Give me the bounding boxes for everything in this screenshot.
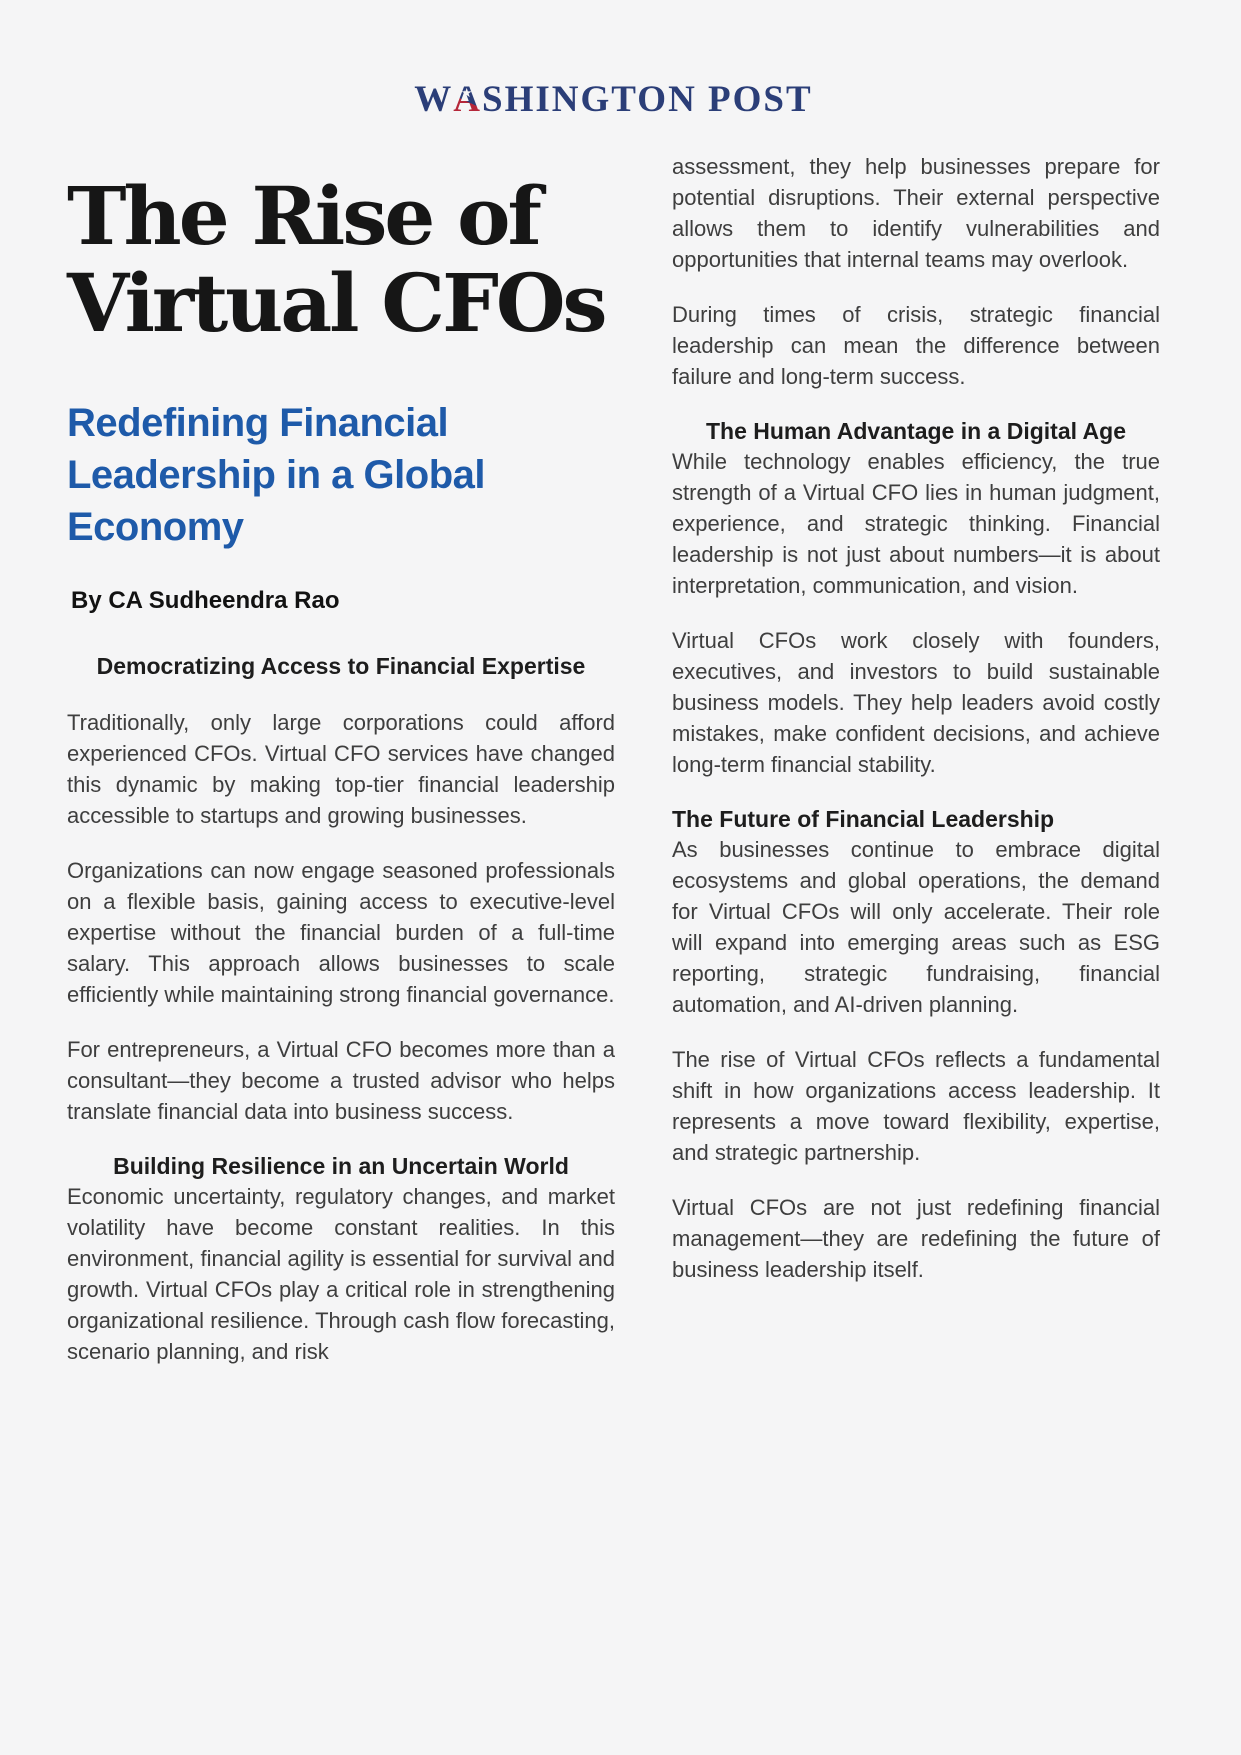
article-paragraph: Organizations can now engage seasoned professionals on a flexible basis, gaining access to executive-level expertise without the financial burden of a full-time salary. This approach allows businesses to scale efficiently while maintaining strong financial governance.: [67, 858, 615, 1007]
star-icon: ★: [461, 87, 474, 100]
article-paragraph: Traditionally, only large corporations could afford experienced CFOs. Virtual CFO services have changed this dynamic by making top-tier financial leadership accessible to startups and growing businesses.: [67, 710, 615, 828]
article-paragraph: For entrepreneurs, a Virtual CFO becomes more than a consultant—they become a trusted advisor who helps translate financial data into business success.: [67, 1037, 615, 1124]
article-title: [67, 169, 615, 350]
section-heading: The Future of Financial Leadership: [672, 806, 1055, 832]
left-column-blocks: [67, 651, 615, 1367]
section-heading: The Human Advantage in a Digital Age: [705, 418, 1127, 444]
article-paragraph: Economic uncertainty, regulatory changes, and market volatility have become constant realities. In this environment, financial agility is essential for survival and growth. Virtual CFOs play a critical role in strengthening organizational resilience. Through cash flow forecasting, scenario planning, and risk: [67, 1184, 615, 1364]
masthead-logo: [414, 79, 812, 120]
article-paragraph: As businesses continue to embrace digital ecosystems and global operations, the demand for Virtual CFOs will only accelerate. Their role will expand into emerging areas such as ESG reporting, strategic fundraising, financial automation, and AI-driven planning.: [672, 837, 1160, 1017]
section-heading: Democratizing Access to Financial Expertise: [96, 653, 586, 679]
right-column-blocks: [672, 151, 1160, 1285]
masthead: [0, 0, 1241, 121]
article: [0, 121, 1241, 1391]
article-title-line2: Virtual CFOs: [67, 256, 605, 350]
article-paragraph: assessment, they help businesses prepare for potential disruptions. Their external perspective allows them to identify vulnerabilities and opportunities that internal teams may overlook.: [672, 154, 1160, 272]
article-paragraph: During times of crisis, strategic financial leadership can mean the difference between failure and long-term success.: [672, 302, 1160, 389]
byline: By CA Sudheendra Rao: [71, 587, 340, 614]
right-column: [672, 151, 1160, 1391]
article-title-line1: The Rise of: [67, 169, 539, 263]
logo-text-end: SHINGTON POST: [482, 79, 813, 120]
section-heading: Building Resilience in an Uncertain World: [113, 1153, 569, 1179]
article-paragraph: Virtual CFOs are not just redefining financial management—they are redefining the future of business leadership itself.: [672, 1195, 1160, 1282]
article-paragraph: While technology enables efficiency, the true strength of a Virtual CFO lies in human judgment, experience, and strategic thinking. Financial leadership is not just about numbers—it is about interpretation, communication, and vision.: [672, 449, 1160, 598]
article-subtitle: Redefining Financial Leadership in a Global Economy: [67, 401, 485, 549]
article-paragraph: The rise of Virtual CFOs reflects a fundamental shift in how organizations access leadership. It represents a move toward flexibility, expertise, and strategic partnership.: [672, 1047, 1160, 1165]
article-paragraph: Virtual CFOs work closely with founders, executives, and investors to build sustainable business models. They help leaders avoid costly mistakes, make confident decisions, and achieve long-term financial stability.: [672, 628, 1160, 777]
flag-a-icon: A ★: [453, 79, 483, 120]
logo-text-start: W: [414, 79, 454, 120]
left-column: [67, 151, 615, 1391]
